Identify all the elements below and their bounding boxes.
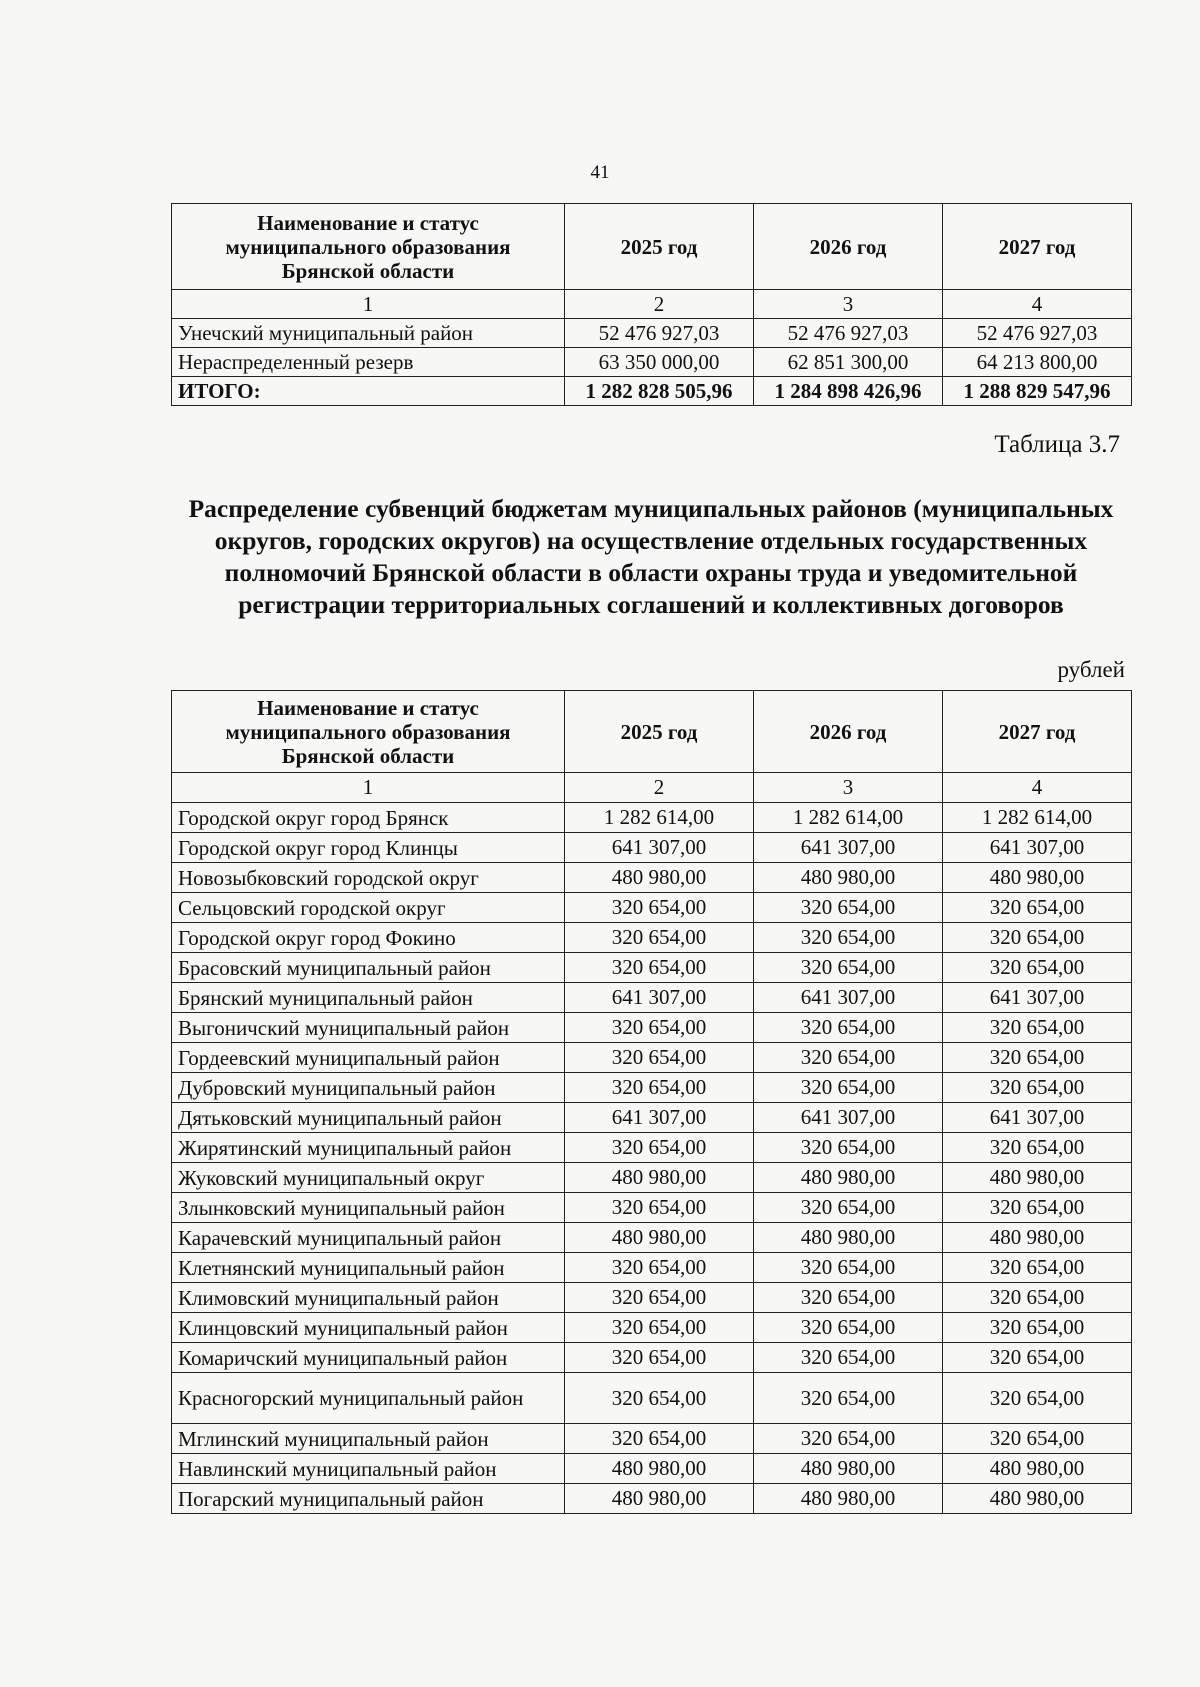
municipality-name: Клетнянский муниципальный район [172, 1253, 565, 1283]
header-year-2025: 2025 год [565, 204, 754, 290]
table-row [172, 983, 1132, 1013]
column-index: 4 [943, 290, 1132, 319]
column-index: 1 [172, 290, 565, 319]
amount-2025: 320 654,00 [565, 1193, 754, 1223]
amount-2027: 320 654,00 [943, 923, 1132, 953]
municipality-name: Городской округ город Фокино [172, 923, 565, 953]
table-row [172, 1073, 1132, 1103]
amount-2027: 320 654,00 [943, 1193, 1132, 1223]
amount-2025: 320 654,00 [565, 1133, 754, 1163]
municipality-name: Дубровский муниципальный район [172, 1073, 565, 1103]
amount-2026: 62 851 300,00 [754, 348, 943, 377]
amount-2026: 320 654,00 [754, 1133, 943, 1163]
total-2026: 1 284 898 426,96 [754, 377, 943, 406]
amount-2025: 641 307,00 [565, 1103, 754, 1133]
subvention-distribution-table [171, 690, 1132, 1514]
column-index: 3 [754, 773, 943, 803]
column-index: 2 [565, 773, 754, 803]
amount-2026: 480 980,00 [754, 1454, 943, 1484]
municipality-name: Карачевский муниципальный район [172, 1223, 565, 1253]
amount-2027: 320 654,00 [943, 1013, 1132, 1043]
amount-2025: 320 654,00 [565, 893, 754, 923]
municipality-name: Гордеевский муниципальный район [172, 1043, 565, 1073]
amount-2027: 320 654,00 [943, 1283, 1132, 1313]
table-row [172, 348, 1132, 377]
amount-2025: 320 654,00 [565, 1073, 754, 1103]
amount-2027: 320 654,00 [943, 1253, 1132, 1283]
municipality-name: Городской округ город Клинцы [172, 833, 565, 863]
amount-2027: 320 654,00 [943, 893, 1132, 923]
amount-2027: 320 654,00 [943, 1313, 1132, 1343]
amount-2025: 320 654,00 [565, 953, 754, 983]
amount-2025: 1 282 614,00 [565, 803, 754, 833]
table-row [172, 923, 1132, 953]
amount-2026: 480 980,00 [754, 1484, 943, 1514]
amount-2027: 480 980,00 [943, 1454, 1132, 1484]
amount-2027: 320 654,00 [943, 953, 1132, 983]
header-year-2027: 2027 год [943, 204, 1132, 290]
municipality-name: Унечский муниципальный район [172, 319, 565, 348]
amount-2025: 480 980,00 [565, 1223, 754, 1253]
amount-2025: 480 980,00 [565, 1163, 754, 1193]
amount-2027: 320 654,00 [943, 1133, 1132, 1163]
column-index: 1 [172, 773, 565, 803]
table-row [172, 1133, 1132, 1163]
amount-2026: 320 654,00 [754, 1193, 943, 1223]
table-row [172, 1103, 1132, 1133]
municipality-name: Выгоничский муниципальный район [172, 1013, 565, 1043]
municipality-name: Злынковский муниципальный район [172, 1193, 565, 1223]
amount-2027: 320 654,00 [943, 1373, 1132, 1424]
amount-2025: 320 654,00 [565, 923, 754, 953]
municipality-name: Навлинский муниципальный район [172, 1454, 565, 1484]
amount-2026: 480 980,00 [754, 1163, 943, 1193]
amount-2025: 320 654,00 [565, 1343, 754, 1373]
table-row [172, 319, 1132, 348]
table-row [172, 1283, 1132, 1313]
table-row [172, 1013, 1132, 1043]
municipality-name: Дятьковский муниципальный район [172, 1103, 565, 1133]
amount-2026: 320 654,00 [754, 1424, 943, 1454]
amount-2027: 1 282 614,00 [943, 803, 1132, 833]
amount-2026: 641 307,00 [754, 983, 943, 1013]
municipality-name: Жирятинский муниципальный район [172, 1133, 565, 1163]
amount-2026: 641 307,00 [754, 833, 943, 863]
amount-2025: 480 980,00 [565, 1484, 754, 1514]
amount-2025: 320 654,00 [565, 1424, 754, 1454]
table-row [172, 1163, 1132, 1193]
table-row [172, 1343, 1132, 1373]
amount-2026: 320 654,00 [754, 923, 943, 953]
amount-2027: 320 654,00 [943, 1343, 1132, 1373]
amount-2027: 320 654,00 [943, 1043, 1132, 1073]
column-index: 4 [943, 773, 1132, 803]
table-row [172, 1484, 1132, 1514]
amount-2026: 320 654,00 [754, 1073, 943, 1103]
municipality-name: Брянский муниципальный район [172, 983, 565, 1013]
amount-2025: 480 980,00 [565, 863, 754, 893]
amount-2025: 641 307,00 [565, 983, 754, 1013]
table-row [172, 1193, 1132, 1223]
table-row [172, 1424, 1132, 1454]
amount-2026: 1 282 614,00 [754, 803, 943, 833]
table-row [172, 1313, 1132, 1343]
total-2027: 1 288 829 547,96 [943, 377, 1132, 406]
municipality-name: Новозыбковский городской округ [172, 863, 565, 893]
municipality-name: Нераспределенный резерв [172, 348, 565, 377]
amount-2027: 480 980,00 [943, 1484, 1132, 1514]
municipality-name: Сельцовский городской округ [172, 893, 565, 923]
table-row [172, 1373, 1132, 1424]
table-row [172, 1043, 1132, 1073]
units-label: рублей [1057, 657, 1125, 682]
municipality-name: Жуковский муниципальный округ [172, 1163, 565, 1193]
amount-2025: 320 654,00 [565, 1283, 754, 1313]
table-header-row [172, 691, 1132, 773]
table-row [172, 863, 1132, 893]
table-row [172, 833, 1132, 863]
amount-2026: 320 654,00 [754, 1253, 943, 1283]
table-header-row [172, 204, 1132, 290]
table-row [172, 1223, 1132, 1253]
amount-2025: 52 476 927,03 [565, 319, 754, 348]
municipality-name: Мглинский муниципальный район [172, 1424, 565, 1454]
municipality-name: Погарский муниципальный район [172, 1484, 565, 1514]
amount-2027: 641 307,00 [943, 833, 1132, 863]
column-index-row [172, 290, 1132, 319]
amount-2026: 480 980,00 [754, 1223, 943, 1253]
header-municipality: Наименование и статус муниципального образования Брянской области [172, 691, 565, 773]
page-number: 41 [590, 162, 610, 183]
amount-2026: 480 980,00 [754, 863, 943, 893]
amount-2026: 320 654,00 [754, 1343, 943, 1373]
amount-2026: 320 654,00 [754, 1373, 943, 1424]
table-label: Таблица 3.7 [994, 431, 1120, 458]
amount-2026: 320 654,00 [754, 1013, 943, 1043]
total-2025: 1 282 828 505,96 [565, 377, 754, 406]
table-row [172, 893, 1132, 923]
amount-2026: 320 654,00 [754, 893, 943, 923]
header-year-2026: 2026 год [754, 204, 943, 290]
amount-2027: 52 476 927,03 [943, 319, 1132, 348]
column-index: 3 [754, 290, 943, 319]
table-row [172, 803, 1132, 833]
header-year-2026: 2026 год [754, 691, 943, 773]
municipality-name: Городской округ город Брянск [172, 803, 565, 833]
amount-2025: 320 654,00 [565, 1313, 754, 1343]
amount-2025: 320 654,00 [565, 1043, 754, 1073]
amount-2025: 480 980,00 [565, 1454, 754, 1484]
municipality-name: Комаричский муниципальный район [172, 1343, 565, 1373]
municipality-name: Брасовский муниципальный район [172, 953, 565, 983]
amount-2025: 320 654,00 [565, 1373, 754, 1424]
allocation-table-continued [171, 203, 1132, 406]
amount-2027: 320 654,00 [943, 1424, 1132, 1454]
municipality-name: Клинцовский муниципальный район [172, 1313, 565, 1343]
amount-2027: 480 980,00 [943, 863, 1132, 893]
amount-2026: 641 307,00 [754, 1103, 943, 1133]
amount-2027: 641 307,00 [943, 1103, 1132, 1133]
amount-2026: 320 654,00 [754, 1043, 943, 1073]
total-label: ИТОГО: [172, 377, 565, 406]
amount-2027: 480 980,00 [943, 1163, 1132, 1193]
total-row [172, 377, 1132, 406]
table-row [172, 953, 1132, 983]
amount-2025: 320 654,00 [565, 1013, 754, 1043]
amount-2026: 320 654,00 [754, 953, 943, 983]
amount-2026: 320 654,00 [754, 1283, 943, 1313]
amount-2026: 320 654,00 [754, 1313, 943, 1343]
amount-2026: 52 476 927,03 [754, 319, 943, 348]
amount-2025: 320 654,00 [565, 1253, 754, 1283]
amount-2027: 64 213 800,00 [943, 348, 1132, 377]
table-row [172, 1454, 1132, 1484]
amount-2027: 320 654,00 [943, 1073, 1132, 1103]
column-index-row [172, 773, 1132, 803]
municipality-name: Климовский муниципальный район [172, 1283, 565, 1313]
table-row [172, 1253, 1132, 1283]
header-year-2025: 2025 год [565, 691, 754, 773]
amount-2027: 480 980,00 [943, 1223, 1132, 1253]
table-title: Распределение субвенций бюджетам муниципальных районов (муниципальных округов, городских округов) на осуществление отдельных государственных полномочий Брянской области в области охраны труда и уведомительной регистрации территориальных соглашений и коллективных договоров [188, 494, 1114, 619]
header-municipality: Наименование и статус муниципального образования Брянской области [172, 204, 565, 290]
amount-2025: 641 307,00 [565, 833, 754, 863]
header-year-2027: 2027 год [943, 691, 1132, 773]
column-index: 2 [565, 290, 754, 319]
amount-2027: 641 307,00 [943, 983, 1132, 1013]
amount-2025: 63 350 000,00 [565, 348, 754, 377]
municipality-name: Красногорский муниципальный район [172, 1373, 565, 1424]
